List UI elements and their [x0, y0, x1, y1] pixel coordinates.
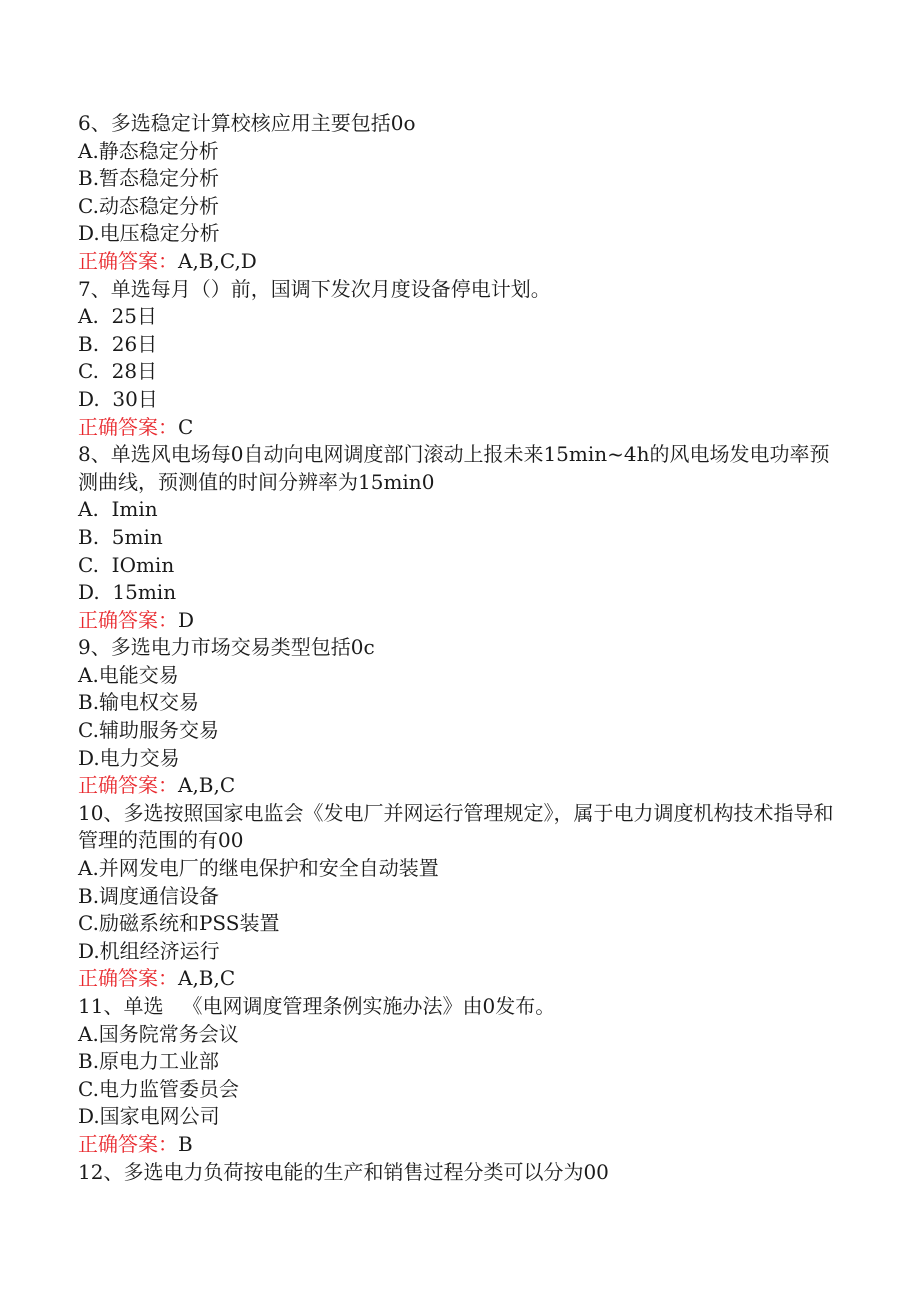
- answer-line: [78, 965, 848, 993]
- answer-line: [78, 414, 848, 442]
- question-stem: 6、多选稳定计算校核应用主要包括0o: [78, 111, 416, 135]
- question-stem: 12、多选电力负荷按电能的生产和销售过程分类可以分为00: [78, 1159, 609, 1184]
- option: B.原电力工业部: [78, 1049, 220, 1074]
- option: D.机组经济运行: [78, 938, 220, 963]
- question-stem: 8、单选风电场每0自动向电网调度部门滚动上报未来15min~4h的风电场发电功率预测曲线，预测值的时间分辨率为15min0: [78, 442, 830, 494]
- question-stem: 7、单选每月（）前，国调下发次月度设备停电计划。: [78, 276, 551, 301]
- answer-label: 正确答案：: [78, 773, 178, 798]
- answer-label: 正确答案：: [78, 1131, 178, 1156]
- answer-line: [78, 1131, 848, 1159]
- option: D.电压稳定分析: [78, 221, 220, 246]
- option: A.国务院常务会议: [78, 1021, 239, 1046]
- option: C.动态稳定分析: [78, 193, 219, 218]
- option: C. 28日: [78, 359, 158, 384]
- answer-value: A,B,C,D: [178, 248, 257, 273]
- option: A.电能交易: [78, 662, 179, 687]
- option: B.输电权交易: [78, 690, 200, 715]
- answer-value: A,B,C: [178, 773, 236, 798]
- answer-label: 正确答案：: [78, 966, 178, 991]
- question-stem: 10、多选按照国家电监会《发电厂并网运行管理规定》，属于电力调度机构技术指导和管理的范围的有00: [78, 800, 834, 853]
- answer-label: 正确答案：: [78, 248, 178, 273]
- option: D. 30日: [78, 386, 158, 411]
- exam-content: [78, 110, 848, 1186]
- option: B.调度通信设备: [78, 883, 220, 908]
- answer-label: 正确答案：: [78, 607, 178, 632]
- option: C.辅助服务交易: [78, 718, 219, 743]
- option: C. IOmin: [78, 552, 175, 577]
- answer-line: [78, 772, 848, 800]
- option: C.电力监管委员会: [78, 1076, 239, 1101]
- answer-line: [78, 248, 848, 276]
- option: A. 25日: [78, 304, 157, 329]
- option: A.静态稳定分析: [78, 138, 219, 163]
- answer-value: B: [178, 1131, 193, 1156]
- answer-value: D: [178, 607, 195, 632]
- option: B. 26日: [78, 331, 158, 356]
- option: D.国家电网公司: [78, 1104, 220, 1129]
- option: C.励磁系统和PSS装置: [78, 911, 280, 936]
- answer-label: 正确答案：: [78, 414, 178, 439]
- option: B. 5min: [78, 524, 163, 549]
- answer-value: C: [178, 414, 194, 439]
- option: D.电力交易: [78, 745, 180, 770]
- question-stem: 11、单选 《电网调度管理条例实施办法》由0发布。: [78, 994, 556, 1018]
- option: B.暂态稳定分析: [78, 166, 220, 191]
- option: D. 15min: [78, 580, 177, 605]
- option: A. Imin: [78, 497, 158, 522]
- answer-line: [78, 607, 848, 635]
- option: A.并网发电厂的继电保护和安全自动装置: [78, 856, 439, 881]
- answer-value: A,B,C: [178, 966, 236, 991]
- question-stem: 9、多选电力市场交易类型包括0c: [78, 635, 375, 660]
